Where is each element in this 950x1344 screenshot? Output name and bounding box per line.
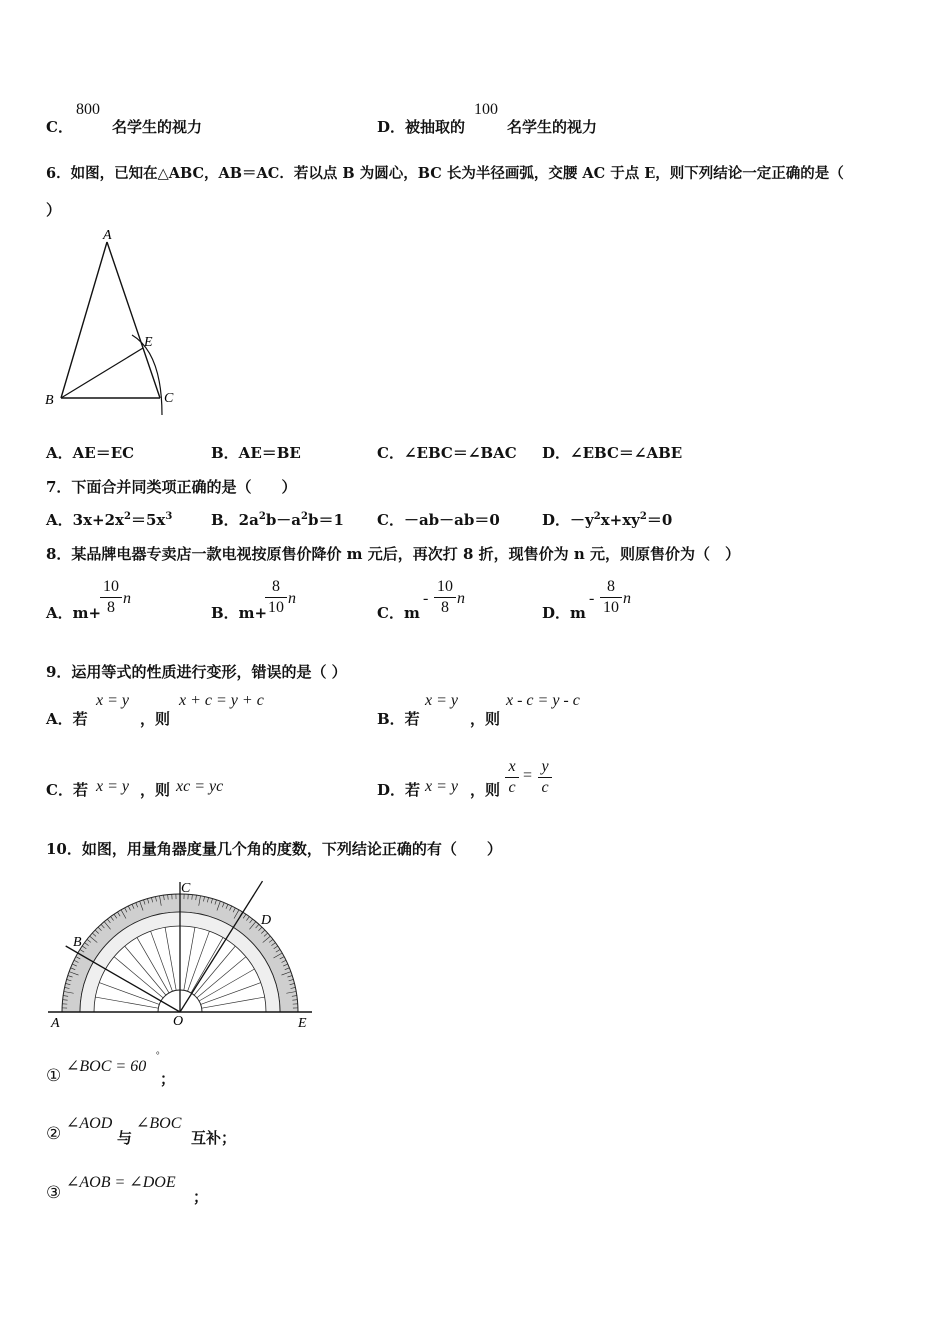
q7-option-b: B．$2a^2b-a^2b=1$ [211,511,344,529]
q6-option-d: D．∠EBC＝∠ABE [542,444,683,462]
label-b: B [73,935,82,950]
radial-line [184,927,195,990]
q8-option-a-fraction: 10 8 [100,578,122,617]
q6-stem-close: ） [46,201,62,219]
q8-stem: 8．某品牌电器专卖店一款电视按原售价降价 m 元后，再次打 8 折，现售价为 n 元，则原售价为（ ） [46,545,740,563]
q5-option-d-number: 100 [474,101,498,118]
q8-option-a-label: A．m+ [46,604,102,622]
q7-stem: 7．下面合并同类项正确的是（ ） [46,478,297,496]
q8-option-a-var: n [123,590,131,607]
q10-statement-3-expr: ∠AOB = ∠DOE [66,1174,176,1191]
q9-option-c-then: ，则 [140,781,171,799]
q7-option-d: D．$-y^2x+xy^2=0$ [542,511,673,529]
q9-option-d-cond: x = y [425,778,458,795]
q5-option-d-text: 名学生的视力 [507,118,598,136]
q8-option-c-minus: - [423,590,429,607]
q9-option-d-fraction-left: x c [505,758,519,797]
q7-option-a: A．$3x+2x^2=5x^3$ [46,511,173,529]
q9-option-d-fraction-right: y c [538,758,552,797]
q6-option-c: C．∠EBC＝∠BAC [377,444,517,462]
q9-option-a-label: A．若 [46,710,88,728]
q10-statement-1-degree: ° [156,1050,160,1060]
q9-option-c-cond: x = y [96,778,129,795]
radial-line [201,983,261,1005]
q10-protractor-figure [40,876,320,1032]
q8-option-d-fraction: 8 10 [600,578,622,617]
q5-option-d-label: D．被抽取的 [377,118,466,136]
q9-option-d-equals: = [523,767,533,784]
q9-option-b-result: x - c = y - c [506,692,580,709]
q7-option-c: C．－ab－ab＝0 [377,511,500,529]
q5-option-c-label: C． [46,118,73,136]
protractor-drawing [48,881,312,1012]
q9-option-d-then: ，则 [470,781,501,799]
q9-option-b-then: ，则 [470,710,501,728]
q9-option-b-cond: x = y [425,692,458,709]
q10-statement-2-angle-a: ∠AOD [66,1115,113,1132]
radial-line [191,938,223,993]
label-d: D [261,913,272,928]
q9-option-d-label: D．若 [377,781,421,799]
q8-option-d-minus: - [589,590,595,607]
radial-line [199,969,254,1001]
q8-option-d-var: n [623,590,631,607]
q8-option-b-fraction: 8 10 [265,578,287,617]
label-a: A [51,1016,60,1031]
radial-line [202,997,265,1008]
q9-option-b-label: B．若 [377,710,420,728]
q10-statement-2-end: 互补； [191,1129,237,1147]
q10-statement-1-end: ； [160,1070,176,1088]
label-b: B [45,393,54,408]
radial-line [137,938,169,993]
label-o: O [173,1014,184,1029]
q6-stem: 6．如图，已知在△ABC，AB＝AC．若以点 B 为圆心，BC 长为半径画弧，交腰 AC 于点 E，则下列结论一定正确的是（ [46,165,844,182]
q5-option-c-number: 800 [76,101,100,118]
q8-option-d-label: D．m [542,604,586,622]
radial-line [99,983,159,1005]
q9-option-c-label: C．若 [46,781,88,799]
q9-option-c-result: xc = yc [176,778,224,795]
label-c: C [181,881,191,896]
radial-line [165,927,176,990]
label-c: C [164,391,174,406]
radial-line [95,997,158,1008]
label-e: E [144,335,153,350]
q9-option-a-then: ，则 [140,710,171,728]
q10-statement-2-mark: ② [46,1124,62,1143]
q8-option-b-label: B．m+ [211,604,268,622]
q8-option-b-var: n [288,590,296,607]
q8-option-c-fraction: 10 8 [434,578,456,617]
label-e: E [298,1016,307,1031]
q10-statement-3-end: ； [193,1188,209,1206]
q6-option-a: A．AE＝EC [46,444,135,462]
radial-line [151,931,173,991]
q9-stem: 9．运用等式的性质进行变形，错误的是（ ） [46,663,347,681]
q8-option-c-label: C．m [377,604,420,622]
q9-option-a-cond: x = y [96,692,129,709]
q10-statement-2-angle-b: ∠BOC [136,1115,182,1132]
q9-option-a-result: x + c = y + c [179,692,264,709]
label-a: A [103,228,112,243]
q10-stem: 10．如图，用量角器度量几个角的度数，下列结论正确的有（ ） [46,840,502,858]
q6-option-b: B．AE＝BE [211,444,301,462]
segment-ac [107,242,160,398]
q10-statement-1-expr: ∠BOC = 60 [66,1058,147,1075]
q5-option-c-text: 名学生的视力 [112,118,203,136]
q8-option-c-var: n [457,590,465,607]
q10-statement-2-with: 与 [117,1129,133,1147]
q10-statement-3-mark: ③ [46,1183,62,1202]
q6-triangle-figure [40,225,190,415]
q10-statement-1-mark: ① [46,1066,62,1085]
